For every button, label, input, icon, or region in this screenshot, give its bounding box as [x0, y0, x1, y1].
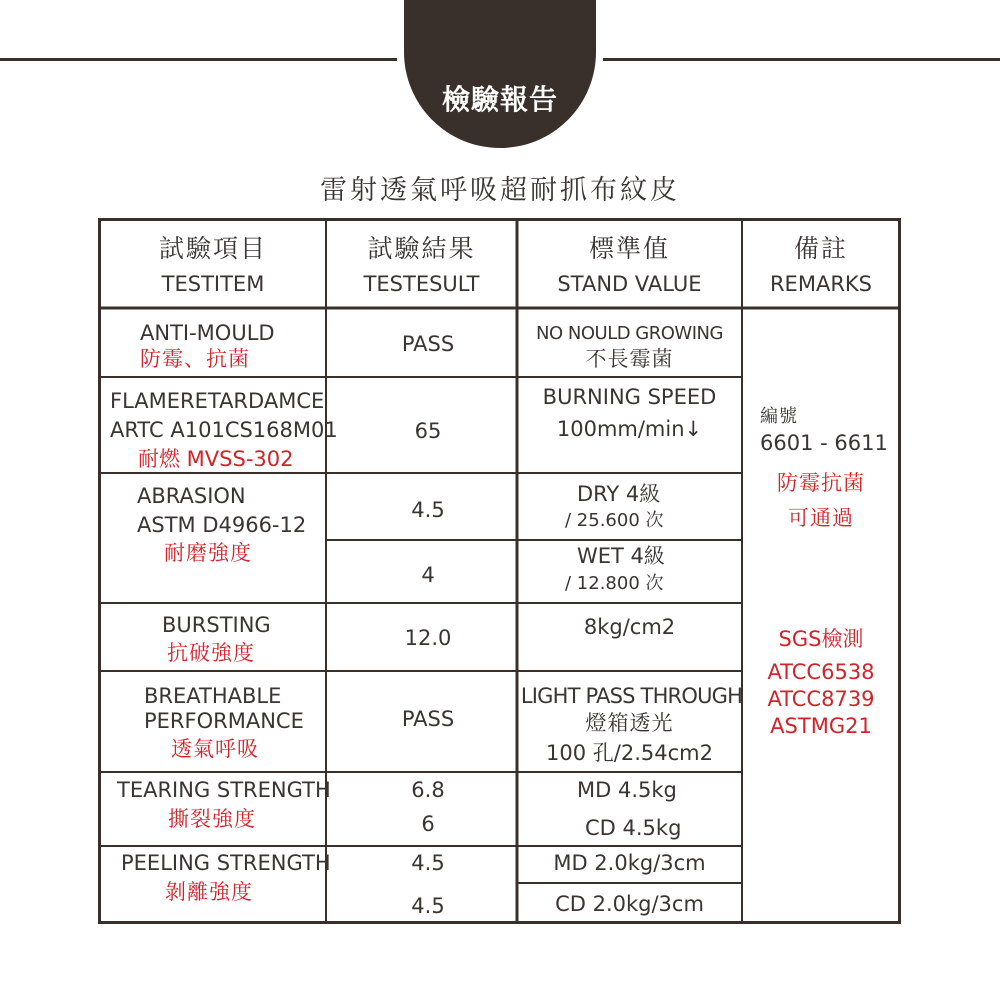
col-header-item-cn: 試驗項目: [158, 234, 267, 263]
row-tearing-standard-cd: CD 4.5kg: [585, 816, 682, 840]
remarks-sgs-label: SGS檢測: [778, 627, 864, 651]
row-breathable-item-en: BREATHABLE: [144, 684, 282, 708]
remarks-astmg21: ASTMG21: [770, 714, 872, 738]
remarks-number-range: 6601 - 6611: [760, 431, 888, 455]
row-breathable-standard-value: 100 孔/2.54cm2: [546, 741, 713, 765]
remarks-antimould-note: 防霉抗菌: [777, 471, 865, 495]
row-breathable-item-cn: 透氣呼吸: [171, 737, 259, 761]
row-tearing-item-en: TEARING STRENGTH: [117, 778, 331, 802]
row-abrasion-item-cn: 耐磨強度: [164, 541, 252, 565]
row-antimould-result: PASS: [401, 332, 455, 356]
row-breathable-result: PASS: [401, 707, 455, 731]
row-abrasion-result-wet: 4: [421, 563, 435, 587]
row-breathable-item-en2: PERFORMANCE: [144, 709, 304, 733]
col-header-standard-en: STAND VALUE: [557, 272, 702, 296]
col-header-standard-cn: 標準值: [588, 234, 670, 263]
row-peeling-standard-cd: CD 2.0kg/3cm: [555, 892, 704, 916]
row-abrasion-standard-dry-count: / 25.600 次: [565, 510, 664, 531]
row-flame-standard-value: 100mm/min↓: [556, 417, 703, 441]
row-antimould-item-en: ANTI-MOULD: [140, 321, 275, 345]
row-bursting-result: 12.0: [404, 626, 452, 650]
row-tearing-standard-md: MD 4.5kg: [577, 778, 677, 802]
row-antimould-standard-cn: 不長霉菌: [585, 347, 674, 371]
row-flame-result: 65: [414, 419, 442, 443]
row-tearing-item-cn: 撕裂強度: [168, 807, 256, 831]
row-bursting-item-cn: 抗破強度: [167, 641, 255, 665]
remarks-pass-note: 可通過: [788, 506, 854, 530]
row-antimould-standard-en: NO NOULD GROWING: [536, 323, 723, 344]
row-flame-standard-en: BURNING SPEED: [542, 385, 717, 409]
row-abrasion-standard-wet-count: / 12.800 次: [565, 573, 664, 594]
col-header-result-cn: 試驗結果: [367, 234, 476, 263]
row-peeling-result-md: 4.5: [411, 851, 445, 875]
row-flame-item-en: FLAMERETARDAMCE: [110, 389, 325, 413]
row-bursting-item-en: BURSTING: [162, 613, 271, 637]
row-tearing-result-cd: 6: [421, 812, 435, 836]
row-breathable-standard-cn: 燈箱透光: [585, 711, 674, 735]
row-antimould-item-cn: 防霉、抗菌: [140, 347, 250, 371]
row-breathable-standard-en: LIGHT PASS THROUGH: [520, 684, 743, 708]
row-flame-item-cn: 耐燃 MVSS-302: [138, 447, 294, 471]
row-flame-item-code: ARTC A101CS168M01: [110, 418, 338, 442]
row-tearing-result-md: 6.8: [411, 778, 445, 802]
remarks-number-label: 編號: [760, 406, 798, 427]
row-peeling-item-cn: 剝離強度: [165, 880, 253, 904]
row-abrasion-standard-dry-grade: DRY 4級: [577, 482, 661, 506]
remarks-atcc8739: ATCC8739: [767, 687, 875, 711]
row-abrasion-result-dry: 4.5: [411, 498, 445, 522]
badge-title: 檢驗報告: [441, 83, 558, 116]
col-header-result-en: TESTESULT: [363, 272, 480, 296]
row-bursting-standard: 8kg/cm2: [583, 615, 676, 639]
row-abrasion-item-en: ABRASION: [137, 484, 246, 508]
col-header-remarks-en: REMARKS: [769, 272, 873, 296]
col-header-remarks-cn: 備註: [793, 234, 848, 263]
remarks-atcc6538: ATCC6538: [767, 660, 875, 684]
row-abrasion-standard-wet-grade: WET 4級: [577, 544, 665, 568]
row-peeling-standard-md: MD 2.0kg/3cm: [553, 851, 706, 875]
col-header-item-en: TESTITEM: [161, 272, 265, 296]
row-peeling-result-cd: 4.5: [411, 894, 445, 918]
report-subtitle: 雷射透氣呼吸超耐抓布紋皮: [320, 175, 680, 206]
row-abrasion-item-code: ASTM D4966-12: [137, 513, 307, 537]
row-peeling-item-en: PEELING STRENGTH: [121, 851, 331, 875]
